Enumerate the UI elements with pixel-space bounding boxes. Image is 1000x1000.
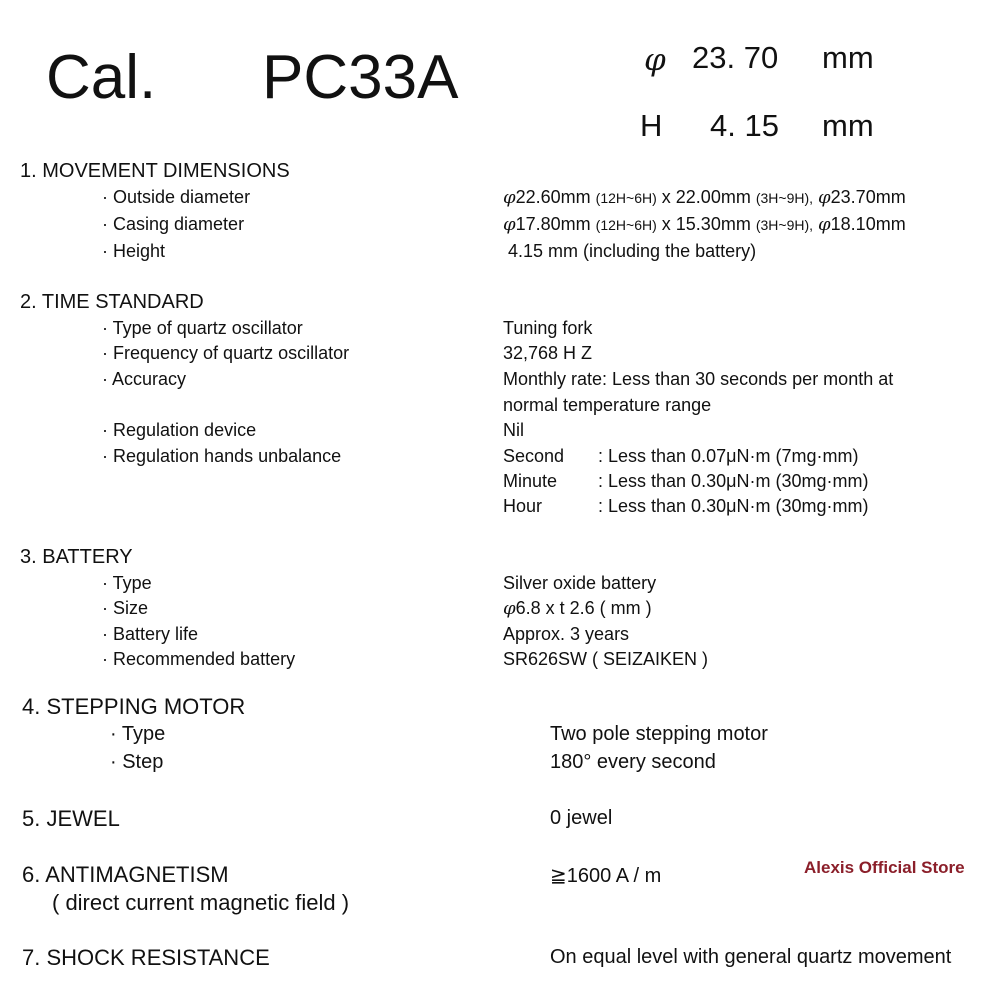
battery-type-value: Silver oxide battery (503, 573, 657, 593)
antimagnetism-subtitle: ( direct current magnetic field ) (52, 890, 350, 915)
recommended-battery-value: SR626SW ( SEIZAIKEN ) (503, 649, 709, 669)
casing-diameter-v5: 18.10mm (830, 214, 906, 234)
accuracy-value-line1: Monthly rate: Less than 30 seconds per month at (503, 369, 894, 389)
oscillator-type-value: Tuning fork (503, 318, 593, 338)
outside-diameter-v2: (12H~6H) (595, 190, 657, 206)
motor-step-label: · Step (110, 751, 164, 773)
battery-life-value: Approx. 3 years (503, 624, 630, 644)
section-time-standard: 2. TIME STANDARD (20, 291, 204, 313)
battery-size-value (503, 598, 652, 619)
height-value: 4.15 mm (including the battery) (508, 241, 757, 261)
calibre-label: Cal. (46, 43, 157, 112)
motor-type-label: · Type (110, 723, 166, 745)
battery-type-label: · Type (102, 573, 152, 593)
diameter-symbol: φ (818, 187, 831, 208)
battery-size-label: · Size (102, 598, 149, 618)
outside-diameter-v5: 23.70mm (830, 187, 906, 207)
motor-step-value: 180° every second (550, 751, 716, 773)
diameter-symbol: φ (503, 187, 516, 208)
casing-diameter-v4: (3H~9H), (755, 217, 814, 233)
store-watermark: Alexis Official Store (804, 858, 965, 877)
section-battery: 3. BATTERY (20, 546, 133, 568)
oscillator-frequency-value: 32,768 H Z (503, 343, 593, 363)
casing-diameter-label: · Casing diameter (102, 214, 245, 234)
accuracy-label: · Accuracy (102, 369, 187, 389)
outside-diameter-v3: x 22.00mm (661, 187, 751, 207)
regulation-device-label: · Regulation device (102, 420, 257, 440)
diameter-symbol: φ (503, 214, 516, 235)
outside-diameter-v1: 22.60mm (515, 187, 591, 207)
height-label: · Height (102, 241, 166, 261)
hands-unbalance-label: · Regulation hands unbalance (102, 446, 342, 466)
section-antimagnetism: 6. ANTIMAGNETISM (22, 862, 229, 887)
jewel-value: 0 jewel (550, 807, 613, 829)
unbalance-hand-second: Second (503, 446, 565, 466)
casing-diameter-v2: (12H~6H) (595, 217, 657, 233)
recommended-battery-label: · Recommended battery (102, 649, 296, 669)
motor-type-value: Two pole stepping motor (550, 723, 768, 745)
casing-diameter-v1: 17.80mm (515, 214, 591, 234)
antimagnetism-value: ≧1600 A / m (550, 865, 662, 887)
accuracy-value-line2: normal temperature range (503, 395, 712, 415)
unbalance-value-hour: : Less than 0.30μN·m (30mg·mm) (598, 496, 869, 516)
oscillator-frequency-label: · Frequency of quartz oscillator (102, 343, 350, 363)
casing-diameter-v3: x 15.30mm (661, 214, 751, 234)
header-diameter-unit: mm (822, 40, 874, 75)
unbalance-value-second: : Less than 0.07μN·m (7mg·mm) (598, 446, 859, 466)
unbalance-value-minute: : Less than 0.30μN·m (30mg·mm) (598, 471, 869, 491)
regulation-device-value: Nil (503, 420, 524, 440)
casing-diameter-value (503, 214, 906, 235)
header-height-label: H (640, 108, 663, 143)
battery-life-label: · Battery life (102, 624, 199, 644)
battery-size-text: 6.8 x t 2.6 ( mm ) (515, 598, 652, 618)
outside-diameter-value (503, 187, 906, 208)
section-shock-resistance: 7. SHOCK RESISTANCE (22, 945, 270, 970)
header-height-value: 4. 15 (710, 108, 779, 143)
outside-diameter-label: · Outside diameter (102, 187, 251, 207)
section-movement-dimensions: 1. MOVEMENT DIMENSIONS (20, 160, 290, 182)
diameter-symbol: φ (503, 598, 516, 619)
diameter-symbol: φ (818, 214, 831, 235)
shock-resistance-value: On equal level with general quartz movement (550, 946, 952, 968)
model-number: PC33A (262, 43, 459, 112)
unbalance-hand-hour: Hour (503, 496, 543, 516)
outside-diameter-v4: (3H~9H), (755, 190, 814, 206)
header-height-unit: mm (822, 108, 874, 143)
header-diameter-value: 23. 70 (692, 40, 779, 75)
section-jewel: 5. JEWEL (22, 806, 120, 831)
oscillator-type-label: · Type of quartz oscillator (102, 318, 303, 338)
unbalance-hand-minute: Minute (503, 471, 558, 491)
section-stepping-motor: 4. STEPPING MOTOR (22, 694, 246, 719)
diameter-symbol: φ (644, 42, 666, 78)
